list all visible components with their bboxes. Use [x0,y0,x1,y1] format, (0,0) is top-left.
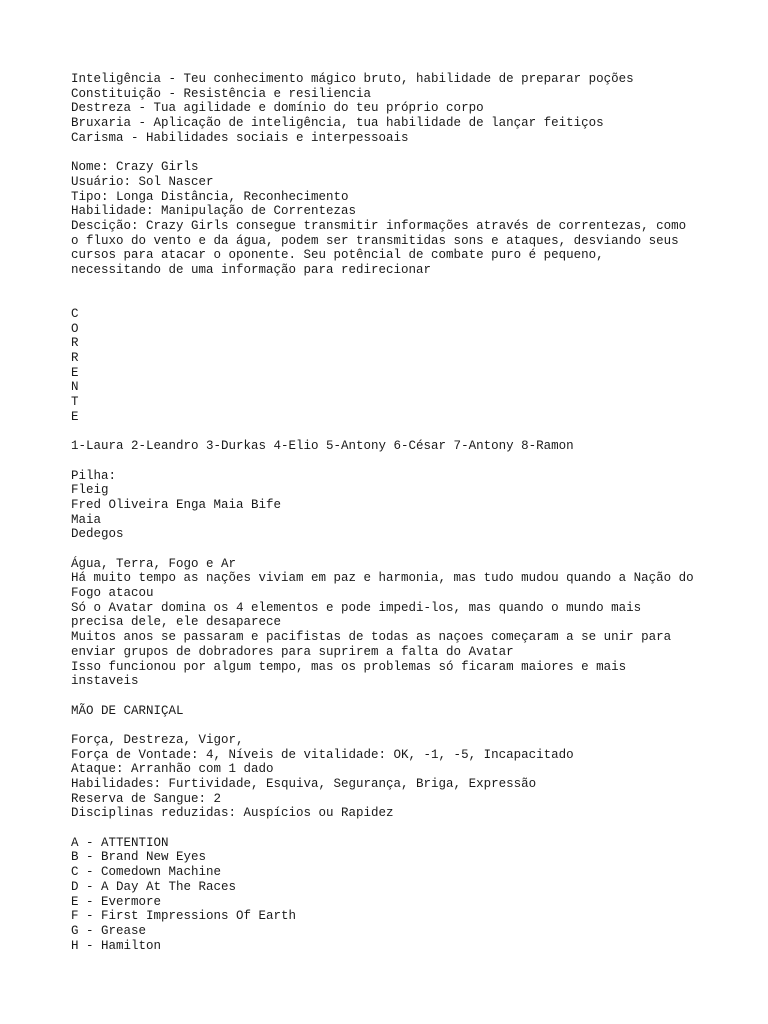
text-line: G - Grease [71,923,147,938]
text-line: necessitando de uma informação para redirecionar [71,262,432,277]
text-line: T [71,395,79,410]
text-line: N [71,380,79,395]
blank-line [71,278,711,293]
text-line: Carisma - Habilidades sociais e interpessoais [71,130,409,145]
text-line: C [71,307,79,321]
text-line: Reserva de Sangue: 2 [71,791,222,806]
text-line: A - ATTENTION [71,835,169,850]
text-line: Bruxaria - Aplicação de inteligência, tua habilidade de lançar feitiços [71,116,604,131]
text-line: Há muito tempo as nações viviam em paz e harmonia, mas tudo mudou quando a Nação do [71,571,694,586]
text-line: Usuário: Sol Nascer [71,174,214,189]
text-line: Isso funcionou por algum tempo, mas os problemas só ficaram maiores e mais [71,659,627,674]
text-line: Nome: Crazy Girls [71,160,199,175]
text-line: Fogo atacou [71,586,154,601]
text-line: E [71,365,79,380]
text-line: Força, Destreza, Vigor, [71,732,244,747]
text-line: E - Evermore [71,894,162,909]
text-line: Fleig [71,483,109,498]
text-line: Descição: Crazy Girls consegue transmitir informações através de correntezas, como [71,218,687,233]
blank-line [71,292,711,307]
text-line: Inteligência - Teu conhecimento mágico bruto, habilidade de preparar poções [71,72,634,86]
text-line: Dedegos [71,527,124,542]
text-line: MÃO DE CARNIÇAL [71,703,184,718]
text-line: Fred Oliveira Enga Maia Bife [71,497,282,512]
document-body [71,72,711,953]
text-line: Destreza - Tua agilidade e domínio do teu próprio corpo [71,101,484,116]
text-line: 1-Laura 2-Leandro 3-Durkas 4-Elio 5-Antony 6-César 7-Antony 8-Ramon [71,439,574,454]
text-line: F - First Impressions Of Earth [71,909,297,924]
text-line: Força de Vontade: 4, Níveis de vitalidade: OK, -1, -5, Incapacitado [71,747,574,762]
text-line: Água, Terra, Fogo e Ar [71,556,237,571]
text-line: Só o Avatar domina os 4 elementos e pode impedi-los, mas quando o mundo mais [71,600,642,615]
text-line: Disciplinas reduzidas: Auspícios ou Rapidez [71,806,394,821]
text-line: Pilha: [71,468,117,483]
text-line: O [71,321,79,336]
text-line: precisa dele, ele desaparece [71,615,282,630]
text-line: Muitos anos se passaram e pacifistas de todas as naçoes começaram a se unir para [71,630,672,645]
text-line: Constituição - Resistência e resiliencia [71,86,372,101]
text-line: R [71,336,79,351]
blank-line [71,821,711,836]
text-line: Habilidade: Manipulação de Correntezas [71,204,357,219]
text-line: cursos para atacar o oponente. Seu potêncial de combate puro é pequeno, [71,248,604,263]
text-line: Ataque: Arranhão com 1 dado [71,762,274,777]
text-line: o fluxo do vento e da água, podem ser transmitidas sons e ataques, desviando seus [71,233,679,248]
text-line: C - Comedown Machine [71,865,222,880]
text-line: E [71,409,79,424]
text-line: Maia [71,512,102,527]
blank-line [71,542,711,557]
text-line: B - Brand New Eyes [71,850,207,865]
text-line: D - A Day At The Races [71,879,237,894]
blank-line [71,454,711,469]
text-line: enviar grupos de dobradores para suprirem a falta do Avatar [71,644,514,659]
text-line: instaveis [71,674,139,689]
blank-line [71,145,711,160]
blank-line [71,718,711,733]
text-line: Tipo: Longa Distância, Reconhecimento [71,189,349,204]
blank-line [71,689,711,704]
text-line: H - Hamilton [71,938,162,953]
blank-line [71,425,711,440]
text-line: R [71,351,79,366]
text-line: Habilidades: Furtividade, Esquiva, Segurança, Briga, Expressão [71,777,537,791]
